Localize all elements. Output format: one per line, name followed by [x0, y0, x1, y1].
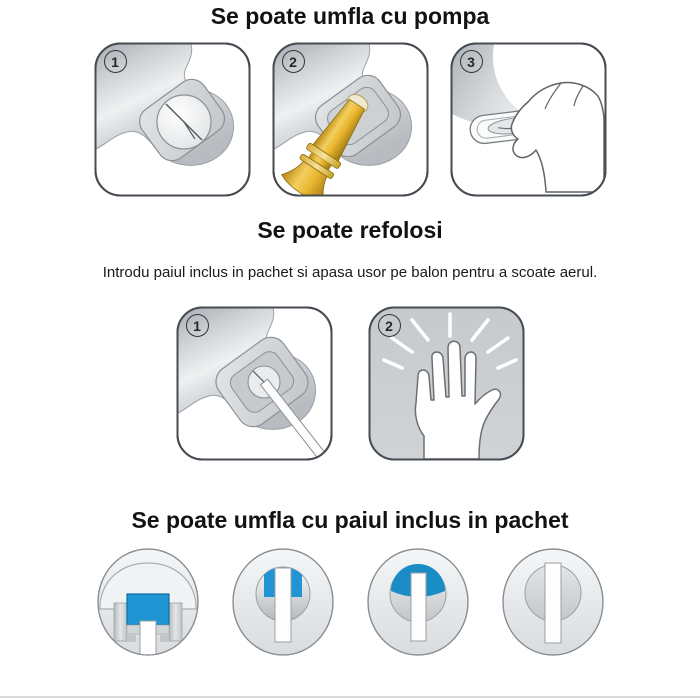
reuse-step-1-panel	[176, 306, 333, 461]
valve-top-view-straw-blue-sides-icon	[231, 547, 335, 657]
valve-diagram-2	[231, 547, 335, 657]
step-number-badge	[186, 314, 209, 337]
step-number: 2	[289, 53, 297, 70]
section-pump-title: Se poate umfla cu pompa	[210, 3, 490, 29]
step-number-badge	[282, 50, 305, 73]
bottom-divider	[0, 696, 700, 698]
valve-diagram-3	[366, 547, 470, 657]
step-number: 3	[467, 53, 475, 70]
step-number-badge	[104, 50, 127, 73]
step-number-badge	[378, 314, 401, 337]
reuse-steps-row	[0, 306, 700, 461]
valve-top-view-straw-icon	[501, 547, 605, 657]
section-straw-title: Se poate umfla cu paiul inclus in pachet	[131, 507, 569, 533]
straw-diagrams-row	[0, 547, 700, 657]
valve-cross-section-straw-icon	[96, 547, 200, 657]
valve-top-view-straw-blue-dome-icon	[366, 547, 470, 657]
step-number: 1	[111, 53, 119, 70]
pump-steps-row	[0, 42, 700, 197]
section-reuse-title: Se poate refolosi	[257, 217, 443, 243]
step-number-badge	[460, 50, 483, 73]
valve-diagram-4	[501, 547, 605, 657]
pump-step-3-panel	[450, 42, 607, 197]
pump-step-2-panel	[272, 42, 429, 197]
step-number: 2	[385, 317, 393, 334]
reuse-step-2-panel	[368, 306, 525, 461]
section-reuse-description: Introdu paiul inclus in pachet si apasa usor pe balon pentru a scoate aerul.	[102, 264, 598, 281]
valve-diagram-1	[96, 547, 200, 657]
pump-step-1-panel	[94, 42, 251, 197]
step-number: 1	[193, 317, 201, 334]
